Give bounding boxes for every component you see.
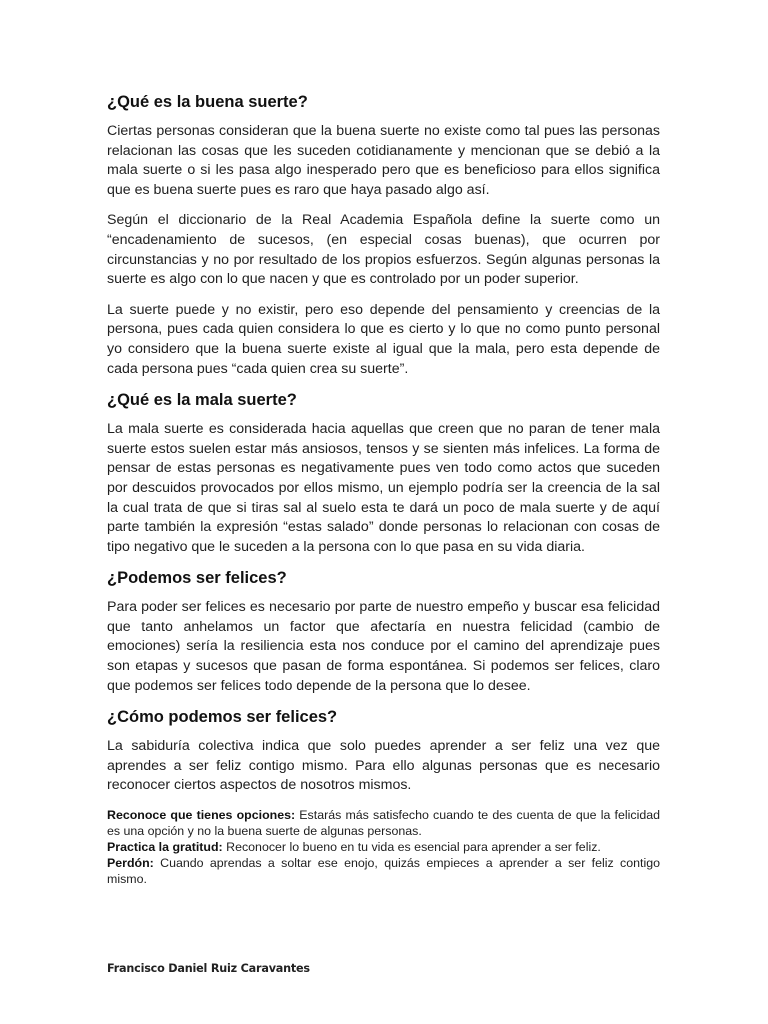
heading-podemos-ser-felices: ¿Podemos ser felices?: [107, 569, 287, 588]
paragraph: Ciertas personas consideran que la buena suerte no existe como tal pues las personas relacionan las cosas que les suceden cotidianamente y mencionan que se debió a la mala suerte o si les pasa algo inesperado pero que es beneficioso para ellos significa que es buena suerte pues es raro que haya pasado algo así.: [107, 123, 660, 198]
tip-label: Perdón:: [107, 856, 154, 871]
section-podemos-ser-felices: [107, 568, 660, 696]
tip-text: Cuando aprendas a soltar ese enojo, quizás empieces a aprender a ser feliz contigo mismo.: [107, 856, 660, 887]
tip-item: [107, 807, 660, 839]
tip-text: Reconocer lo bueno en tu vida es esencial para aprender a ser feliz.: [222, 840, 601, 855]
tip-item: [107, 855, 660, 887]
section-mala-suerte: [107, 390, 660, 557]
tip-label: Practica la gratitud:: [107, 840, 223, 855]
paragraph: La mala suerte es considerada hacia aquellas que creen que no paran de tener mala suerte estos suelen estar más ansiosos, tensos y se sienten más infelices. La forma de pensar de estas personas es negativamente pues ven todo como actos que suceden por descuidos provocados por ellos mismo, un ejemplo podría ser la creencia de la sal la cual trata de que si tiras sal al suelo esta te dará un poco de mala suerte y de aquí parte también la expresión “estas salado” donde personas lo relacionan con cosas de tipo negativo que le suceden a la persona con lo que pasa en su vida diaria.: [107, 421, 660, 555]
paragraph: La suerte puede y no existir, pero eso depende del pensamiento y creencias de la persona, pues cada quien considera lo que es cierto y lo que no como punto personal yo considero que la buena suerte existe al igual que la mala, pero esta depende de cada persona pues “cada quien crea su suerte”.: [107, 301, 660, 377]
tip-label: Reconoce que tienes opciones:: [107, 808, 296, 823]
section-como-ser-felices: [107, 707, 660, 796]
tips-list: [107, 807, 660, 887]
paragraph: La sabiduría colectiva indica que solo puedes aprender a ser feliz una vez que aprendes a ser feliz contigo mismo. Para ello algunas personas que es necesario reconocer ciertos aspectos de nosotros mismos.: [107, 738, 660, 794]
paragraph: Para poder ser felices es necesario por parte de nuestro empeño y buscar esa felicidad que tanto anhelamos un factor que afectaría en nuestra felicidad (cambio de emociones) sería la resiliencia esta nos conduce por el camino del aprendizaje pues son etapas y sucesos que pasan de forma espontánea. Si podemos ser felices, claro que podemos ser felices todo depende de la persona que lo desee.: [107, 599, 660, 694]
document-page: [107, 92, 660, 887]
heading-mala-suerte: ¿Qué es la mala suerte?: [107, 391, 297, 410]
heading-como-ser-felices: ¿Cómo podemos ser felices?: [107, 708, 338, 727]
paragraph: Según el diccionario de la Real Academia Española define la suerte como un “encadenamiento de sucesos, (en especial cosas buenas), que ocurren por circunstancias y no por resultado de los propios esfuerzos. Según algunas personas la suerte es algo con lo que nacen y que es controlado por un poder superior.: [107, 212, 660, 288]
tip-text: Estarás más satisfecho cuando te des cuenta de que la felicidad es una opción y no la buena suerte de algunas personas.: [107, 808, 660, 839]
footer-author: Francisco Daniel Ruiz Caravantes: [107, 962, 310, 975]
tip-item: [107, 839, 660, 855]
heading-buena-suerte: ¿Qué es la buena suerte?: [107, 93, 308, 111]
section-buena-suerte: [107, 92, 660, 379]
